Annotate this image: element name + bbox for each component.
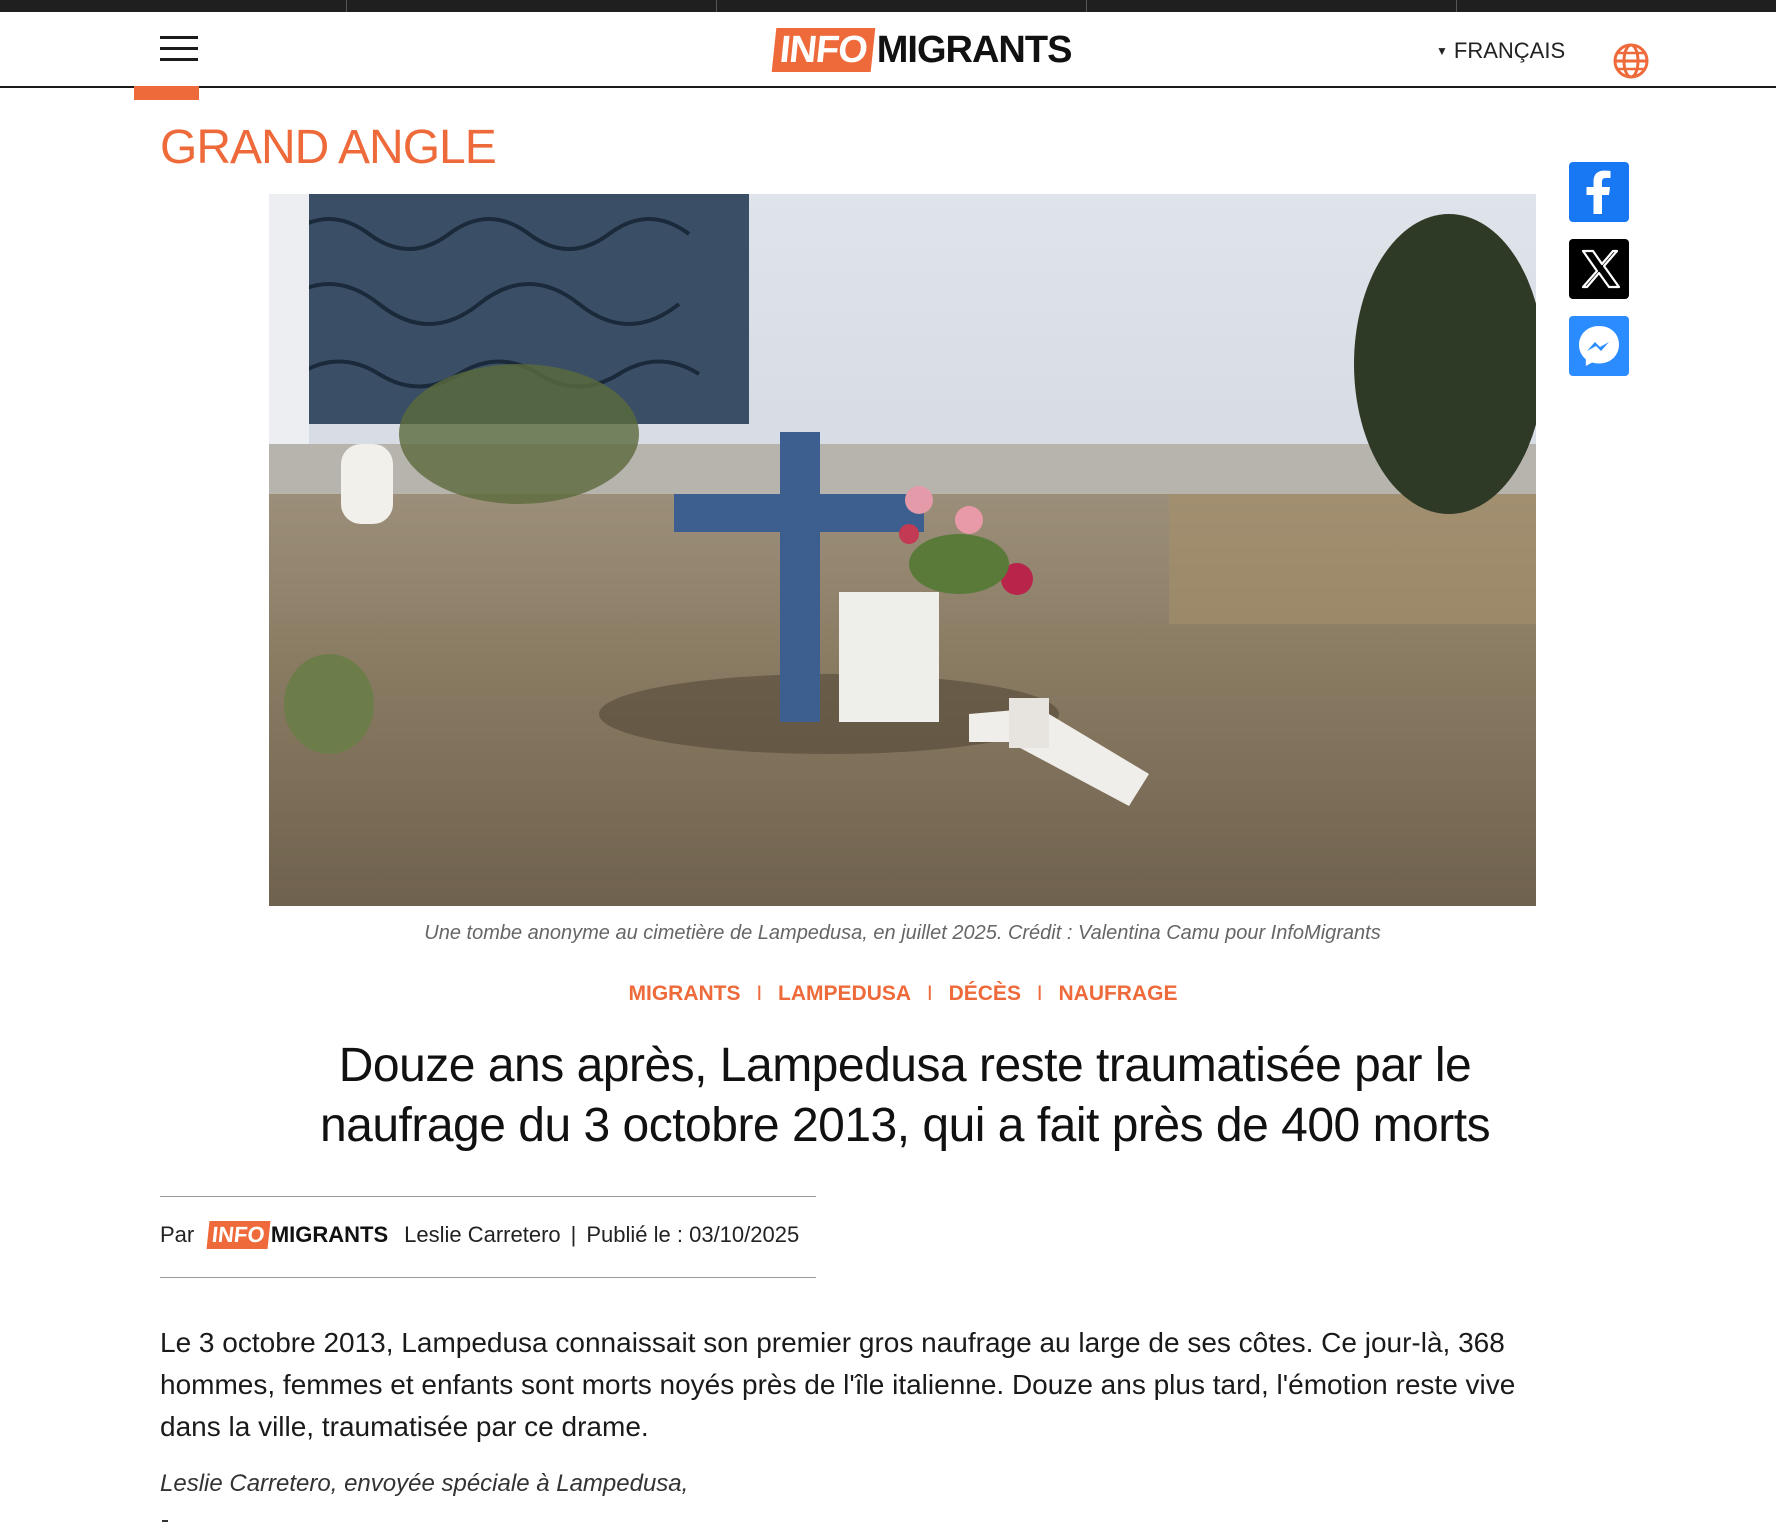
- author-name[interactable]: Leslie Carretero: [404, 1222, 561, 1247]
- logo-info: INFO: [772, 28, 875, 72]
- tag-lampedusa[interactable]: LAMPEDUSA: [778, 982, 912, 1005]
- strip-divider: [1456, 0, 1457, 12]
- x-icon: [1569, 239, 1629, 299]
- article-headline: Douze ans après, Lampedusa reste traumatisée par le naufrage du 3 octobre 2013, qui a fait près de 400 morts: [319, 1039, 1491, 1152]
- tag-deces[interactable]: DÉCÈS: [948, 982, 1021, 1005]
- tag-separator: I: [756, 982, 763, 1005]
- tag-separator: I: [926, 982, 933, 1005]
- byline-box: [160, 1196, 816, 1278]
- language-label: FRANÇAIS: [1453, 38, 1566, 63]
- facebook-icon: [1569, 162, 1629, 222]
- image-caption: Une tombe anonyme au cimetière de Lampedusa, en juillet 2025. Crédit : Valentina Camu pour InfoMigrants: [424, 922, 1381, 944]
- strip-divider: [346, 0, 347, 12]
- byline-logo-migrants: MIGRANTS: [270, 1222, 389, 1247]
- hero-image: [269, 194, 1536, 906]
- tag-migrants[interactable]: MIGRANTS: [628, 982, 741, 1005]
- strip-divider: [716, 0, 717, 12]
- byline: [160, 1221, 799, 1249]
- x-share-button[interactable]: [1569, 239, 1629, 299]
- byline-logo[interactable]: [208, 1221, 388, 1249]
- caret-down-icon: ▼: [1436, 44, 1448, 58]
- tag-list: [0, 982, 1776, 1006]
- by-prefix: Par: [160, 1222, 195, 1247]
- tag-naufrage[interactable]: NAUFRAGE: [1058, 982, 1178, 1005]
- browser-top-strip: [0, 0, 1776, 12]
- site-header: [0, 12, 1776, 88]
- byline-separator: |: [570, 1222, 577, 1247]
- article-signature: Leslie Carretero, envoyée spéciale à Lampedusa,: [160, 1470, 689, 1497]
- menu-icon[interactable]: [160, 36, 198, 62]
- publish-date: Publié le : 03/10/2025: [586, 1222, 800, 1247]
- messenger-icon: [1569, 316, 1629, 376]
- article-lead: Le 3 octobre 2013, Lampedusa connaissait son premier gros naufrage au large de ses côtes. Ce jour-là, 368 hommes, femmes et enfants sont morts noyés près de l'île italienne. Douze ans plus tard, l'émotion reste vive dans la ville, traumatisée par ce drame.: [160, 1327, 1516, 1442]
- byline-logo-info: INFO: [207, 1221, 271, 1249]
- section-accent-bar: [134, 86, 199, 100]
- messenger-share-button[interactable]: [1569, 316, 1629, 376]
- logo-migrants: MIGRANTS: [876, 29, 1072, 71]
- site-logo[interactable]: [774, 28, 1071, 72]
- text-mark: [162, 1520, 168, 1522]
- facebook-share-button[interactable]: [1569, 162, 1629, 222]
- tag-separator: I: [1036, 982, 1043, 1005]
- globe-icon[interactable]: [1612, 42, 1650, 80]
- strip-divider: [1086, 0, 1087, 12]
- language-selector[interactable]: [1436, 38, 1565, 64]
- section-title: GRAND ANGLE: [160, 121, 496, 174]
